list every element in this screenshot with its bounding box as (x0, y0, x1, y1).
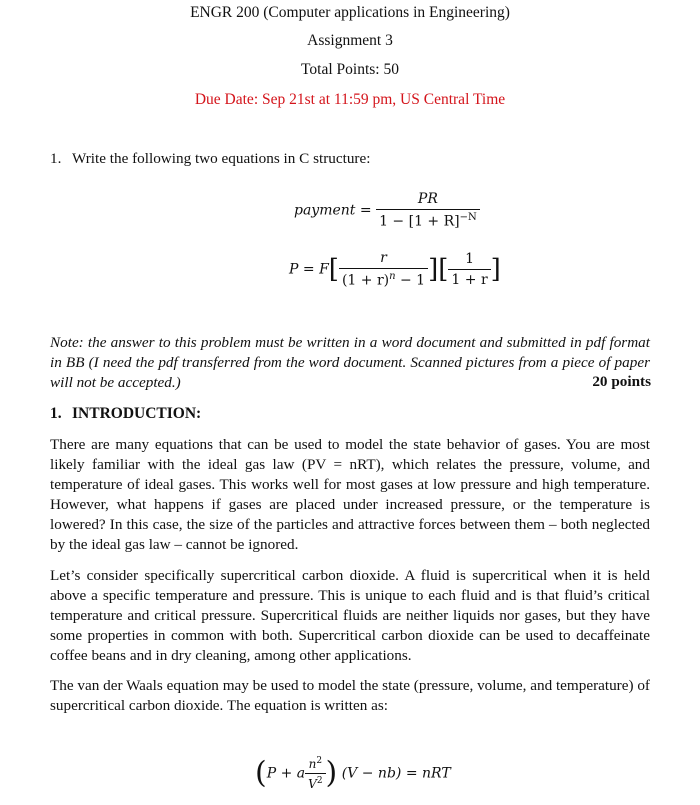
paragraph-ideal-gas: There are many equations that can be used to model the state behavior of gases. You are most likely familiar with the ideal gas law (PV = nRT), which relates the pressure, volume, and temperature of ideal gases. This works well for most gases at low pressure and high temperature. However, what happens if gases are placed under increased pressure, or the temperature is lowered? In this case, the size of the particles and attractive forces between them – both neglected by the ideal gas law – cannot be ignored. (50, 436, 650, 553)
course-title: ENGR 200 (Computer applications in Engineering) (190, 4, 510, 21)
question-number: 1. (50, 150, 62, 167)
eq3-a: a (296, 765, 306, 782)
eq1-denominator: 1 − [1 + R] (379, 213, 460, 230)
eq3-close-paren: ) (325, 755, 338, 791)
eq3-plus: + (276, 765, 297, 782)
eq2-lhs: P (289, 261, 299, 278)
eq2-factor: F (319, 261, 329, 278)
eq1-fraction (376, 191, 480, 230)
eq2-frac2-numerator: 1 (465, 250, 474, 267)
eq2-open-bracket-2: [ (438, 254, 449, 285)
eq3-equals: = (401, 765, 423, 782)
eq3-fraction (305, 756, 325, 791)
total-points: Total Points: 50 (301, 61, 399, 78)
eq2-close-bracket-2: ] (490, 254, 501, 285)
equation-van-der-waals (255, 756, 451, 791)
eq2-fraction-1 (339, 250, 428, 289)
eq3-denominator: V (308, 777, 317, 791)
problem-points: 20 points (592, 373, 651, 390)
eq2-frac1-numerator: r (380, 250, 387, 266)
assignment-title: Assignment 3 (307, 32, 393, 49)
eq1-exponent: −N (459, 212, 477, 223)
eq3-numerator: n (308, 757, 317, 771)
note-paragraph: Note: the answer to this problem must be written in a word document and submitted in pdf format in BB (I need the pdf transferred from the word document. Scanned pictures from a piece of paper will not be accepted.) (50, 334, 650, 391)
eq2-equals: = (302, 261, 315, 278)
question-text: Write the following two equations in C structure: (72, 150, 371, 167)
paragraph-supercritical: Let’s consider specifically supercritical carbon dioxide. A fluid is supercritical when it is held above a specific temperature and pressure. This is unique to each fluid and is that fluid’s critical temperature and critical pressure. Supercritical fluids are neither liquids nor gases, but they have some properties in common with both. Supercritical carbon dioxide can be used to decaffeinate coffee beans and in dry cleaning, among other applications. (50, 567, 650, 664)
section-number: 1. (50, 405, 62, 422)
eq2-frac1-den-tail: − 1 (395, 272, 426, 289)
eq3-num-exp: 2 (316, 756, 323, 766)
eq1-equals: = (359, 202, 372, 219)
section-heading (50, 405, 201, 423)
equation-p (289, 250, 501, 289)
eq1-numerator: PR (417, 191, 438, 207)
eq3-p: P (266, 765, 277, 782)
eq2-frac1-den-base: (1 + r) (341, 272, 390, 289)
eq3-den-exp: 2 (316, 776, 323, 786)
eq3-rhs: nRT (422, 765, 451, 782)
eq3-middle: (V − nb) (341, 765, 402, 782)
eq2-open-bracket: [ (328, 254, 339, 285)
paragraph-van-der-waals: The van der Waals equation may be used to model the state (pressure, volume, and temperature) of supercritical carbon dioxide. The equation is written as: (50, 677, 650, 714)
eq3-open-paren: ( (255, 755, 267, 791)
eq1-lhs: payment (294, 202, 356, 219)
question-1 (50, 150, 370, 168)
eq2-fraction-2 (448, 251, 490, 288)
due-date: Due Date: Sep 21st at 11:59 pm, US Central Time (194, 91, 506, 108)
eq2-frac1-den-exp: n (389, 271, 396, 282)
equation-payment (294, 191, 480, 230)
section-title: INTRODUCTION: (72, 405, 202, 422)
eq2-frac2-denominator: 1 + r (451, 271, 488, 288)
eq2-close-bracket: ] (428, 254, 439, 285)
